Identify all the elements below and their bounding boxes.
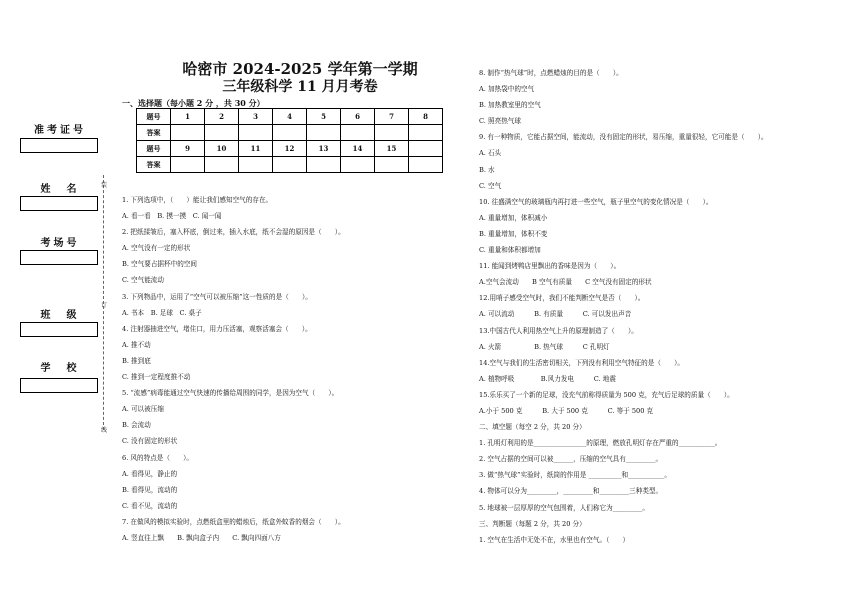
question-line: A. 加热袋中的空气 bbox=[479, 85, 535, 94]
question-line: 7. 在做风的模拟实验时，点燃纸盒里的蜡烛后，纸盒外蚊香的烟会（ ）。 bbox=[122, 517, 345, 526]
question-line: A. 看得见，静止的 bbox=[122, 469, 178, 478]
question-line: 2. 把纸揉皱后，塞入杯底，倒过来，插入水底，纸不会湿的原因是（ ）。 bbox=[122, 228, 345, 237]
grid-cell: 11 bbox=[239, 141, 273, 157]
cut-char-1: 装 bbox=[101, 182, 108, 189]
question-line: 1. 下列选项中，（ ）能让我们感知空气的存在。 bbox=[122, 196, 273, 204]
question-line: B. 看得见，流动的 bbox=[122, 485, 178, 494]
question-line: B. 水 bbox=[479, 165, 495, 174]
answer-cell[interactable] bbox=[273, 125, 307, 141]
question-line: A. 火箭 B. 热气球 C 孔明灯 bbox=[479, 342, 610, 351]
grid-row-answers-1 bbox=[137, 125, 443, 141]
question-line: 三、判断题（每题 2 分，共 20 分） bbox=[479, 519, 586, 528]
grid-cell bbox=[409, 141, 443, 157]
question-line: A.空气会流动 B 空气有质量 C 空气没有固定的形状 bbox=[479, 278, 652, 287]
question-line: A. 植物呼吸 B.风力发电 C. 地震 bbox=[479, 374, 616, 383]
question-line: C. 空气能流动 bbox=[122, 276, 164, 285]
answer-cell[interactable] bbox=[205, 157, 239, 173]
question-line: B. 重量增加，体积不变 bbox=[479, 229, 548, 238]
binding-sidebar bbox=[0, 0, 110, 608]
question-line: A. 可以被压缩 bbox=[122, 405, 164, 414]
question-line: C. 推到一定程度推不动 bbox=[122, 373, 191, 382]
question-line: 15.乐乐买了一个新的足球，没充气前称得质量为 500 克，充气后足球的质量（ ）。 bbox=[479, 390, 734, 399]
question-line: 1. 空气在生活中无处不在，水里也有空气。（ ） bbox=[479, 535, 630, 544]
grid-cell: 答案 bbox=[137, 125, 171, 141]
question-line: C. 没有固定的形状 bbox=[122, 437, 178, 446]
label-class: 班 级 bbox=[40, 310, 80, 321]
question-line: 二、填空题（每空 2 分，共 20 分） bbox=[479, 423, 586, 432]
grid-cell: 15 bbox=[375, 141, 409, 157]
grid-cell: 9 bbox=[171, 141, 205, 157]
question-line: 10. 往盛满空气的玻璃瓶内再打进一些空气，瓶子里空气的变化情况是（ ）。 bbox=[479, 197, 713, 206]
section-choice-heading: 一、选择题（每小题 2 分 ，共 30 分） bbox=[122, 98, 265, 108]
grid-cell: 14 bbox=[341, 141, 375, 157]
answer-cell[interactable] bbox=[409, 125, 443, 141]
question-line: 2. 空气占据的空间可以被______，压缩的空气具有_________。 bbox=[479, 455, 663, 464]
question-line: 5. “流感”病毒能通过空气快速的传播给周围的同学，是因为空气（ ）。 bbox=[122, 389, 339, 398]
question-line: 6. 风的特点是（ ）。 bbox=[122, 453, 194, 462]
grid-cell: 2 bbox=[205, 109, 239, 125]
grid-cell: 12 bbox=[273, 141, 307, 157]
grid-row-answers-2 bbox=[137, 157, 443, 173]
grid-row-numbers-2 bbox=[137, 141, 443, 157]
left-question-column bbox=[122, 192, 345, 546]
answer-cell[interactable] bbox=[375, 157, 409, 173]
question-line: A. 可以流动 B. 有质量 C. 可以发出声音 bbox=[479, 310, 632, 319]
answer-cell bbox=[409, 157, 443, 173]
question-line: B. 加热教室里的空气 bbox=[479, 101, 541, 110]
label-name: 姓 名 bbox=[40, 184, 80, 195]
question-line: 1. 孔明灯利用的是________________的原理，燃放孔明灯存在严重的___________。 bbox=[479, 439, 722, 448]
question-line: A. 推不动 bbox=[122, 340, 151, 349]
question-line: 3. 下列物品中，运用了“空气可以被压缩”这一性质的是（ ）。 bbox=[122, 292, 312, 301]
answer-cell[interactable] bbox=[375, 125, 409, 141]
grid-cell: 7 bbox=[375, 109, 409, 125]
grid-cell: 5 bbox=[307, 109, 341, 125]
answer-cell[interactable] bbox=[205, 125, 239, 141]
question-line: A. 重量增加，体积减小 bbox=[479, 213, 548, 222]
question-line: 13.中国古代人利用热空气上升的原理制造了（ ）。 bbox=[479, 326, 638, 335]
answer-cell[interactable] bbox=[239, 157, 273, 173]
question-line: 4. 注射器抽进空气，堵住口，用力压活塞，观察活塞会（ ）。 bbox=[122, 324, 312, 333]
question-line: B. 空气要占据杯中的空间 bbox=[122, 260, 197, 269]
question-line: A. 石头 bbox=[479, 149, 502, 158]
field-name[interactable] bbox=[20, 196, 98, 211]
label-exam-room: 考场号 bbox=[40, 238, 80, 249]
field-class[interactable] bbox=[20, 322, 98, 337]
question-line: C. 照亮热气球 bbox=[479, 117, 521, 126]
answer-cell[interactable] bbox=[341, 125, 375, 141]
field-exam-number[interactable] bbox=[20, 138, 98, 153]
label-school: 学 校 bbox=[40, 363, 80, 374]
question-line: 11. 能闻到烤鸭店里飘出的香味是因为（ ）。 bbox=[479, 262, 621, 271]
question-line: C. 重量和体积都增加 bbox=[479, 246, 541, 255]
question-line: A. 书本 B. 足球 C. 桌子 bbox=[122, 308, 202, 317]
answer-cell[interactable] bbox=[341, 157, 375, 173]
answer-cell[interactable] bbox=[307, 157, 341, 173]
grid-cell: 答案 bbox=[137, 157, 171, 173]
exam-title: 哈密市 2024-2025 学年第一学期 bbox=[182, 60, 418, 78]
answer-cell[interactable] bbox=[273, 157, 307, 173]
field-school[interactable] bbox=[20, 378, 98, 393]
right-question-column bbox=[479, 65, 768, 548]
exam-subtitle: 三年级科学 11 月月考卷 bbox=[222, 79, 378, 95]
question-line: 4. 物体可以分为_________，_________和_________三种类型。 bbox=[479, 487, 663, 496]
cut-char-3: 线 bbox=[101, 427, 108, 434]
question-line: 12.用哨子感受空气时，我们不能判断空气是否（ ）。 bbox=[479, 294, 645, 303]
answer-cell[interactable] bbox=[171, 157, 205, 173]
question-line: 5. 地球被一层厚厚的空气包围着，人们称它为_________。 bbox=[479, 503, 649, 512]
question-line: B. 会流动 bbox=[122, 421, 151, 430]
grid-cell: 8 bbox=[409, 109, 443, 125]
answer-grid bbox=[136, 108, 443, 173]
grid-cell: 6 bbox=[341, 109, 375, 125]
question-line: A. 看一看 B. 摸一摸 C. 闻一闻 bbox=[122, 212, 222, 221]
question-line: 14.空气与我们的生活密切相关，下列没有利用空气特征的是（ ）。 bbox=[479, 358, 684, 367]
question-line: 3. 做“热气球”实验时，纸筒的作用是 __________和___________。 bbox=[479, 471, 671, 480]
grid-cell: 4 bbox=[273, 109, 307, 125]
question-line: 8. 制作“热气球”时，点燃蜡烛的目的是（ ）。 bbox=[479, 69, 623, 77]
grid-cell: 13 bbox=[307, 141, 341, 157]
grid-cell: 10 bbox=[205, 141, 239, 157]
question-line: C. 空气 bbox=[479, 181, 502, 190]
label-exam-number: 准考证号 bbox=[34, 125, 86, 136]
question-line: B. 推到底 bbox=[122, 356, 151, 365]
question-line: A. 空气没有一定的形状 bbox=[122, 244, 191, 253]
question-line: A.小于 500 克 B. 大于 500 克 C. 等于 500 克 bbox=[479, 406, 654, 415]
question-line: 9. 有一种物质，它能占据空间，能流动，没有固定的形状，易压缩，重量很轻，它可能是（ ）。 bbox=[479, 133, 768, 142]
answer-cell[interactable] bbox=[239, 125, 273, 141]
answer-cell[interactable] bbox=[171, 125, 205, 141]
grid-row-numbers-1 bbox=[137, 109, 443, 125]
grid-cell: 题号 bbox=[137, 109, 171, 125]
grid-cell: 3 bbox=[239, 109, 273, 125]
field-exam-room[interactable] bbox=[20, 250, 98, 265]
cut-char-2: 订 bbox=[101, 302, 108, 309]
grid-cell: 1 bbox=[171, 109, 205, 125]
answer-cell[interactable] bbox=[307, 125, 341, 141]
grid-cell: 题号 bbox=[137, 141, 171, 157]
question-line: A. 竖直往上飘 B. 飘向盒子内 C. 飘向四面八方 bbox=[122, 533, 281, 542]
question-line: C. 看不见，流动的 bbox=[122, 501, 178, 510]
